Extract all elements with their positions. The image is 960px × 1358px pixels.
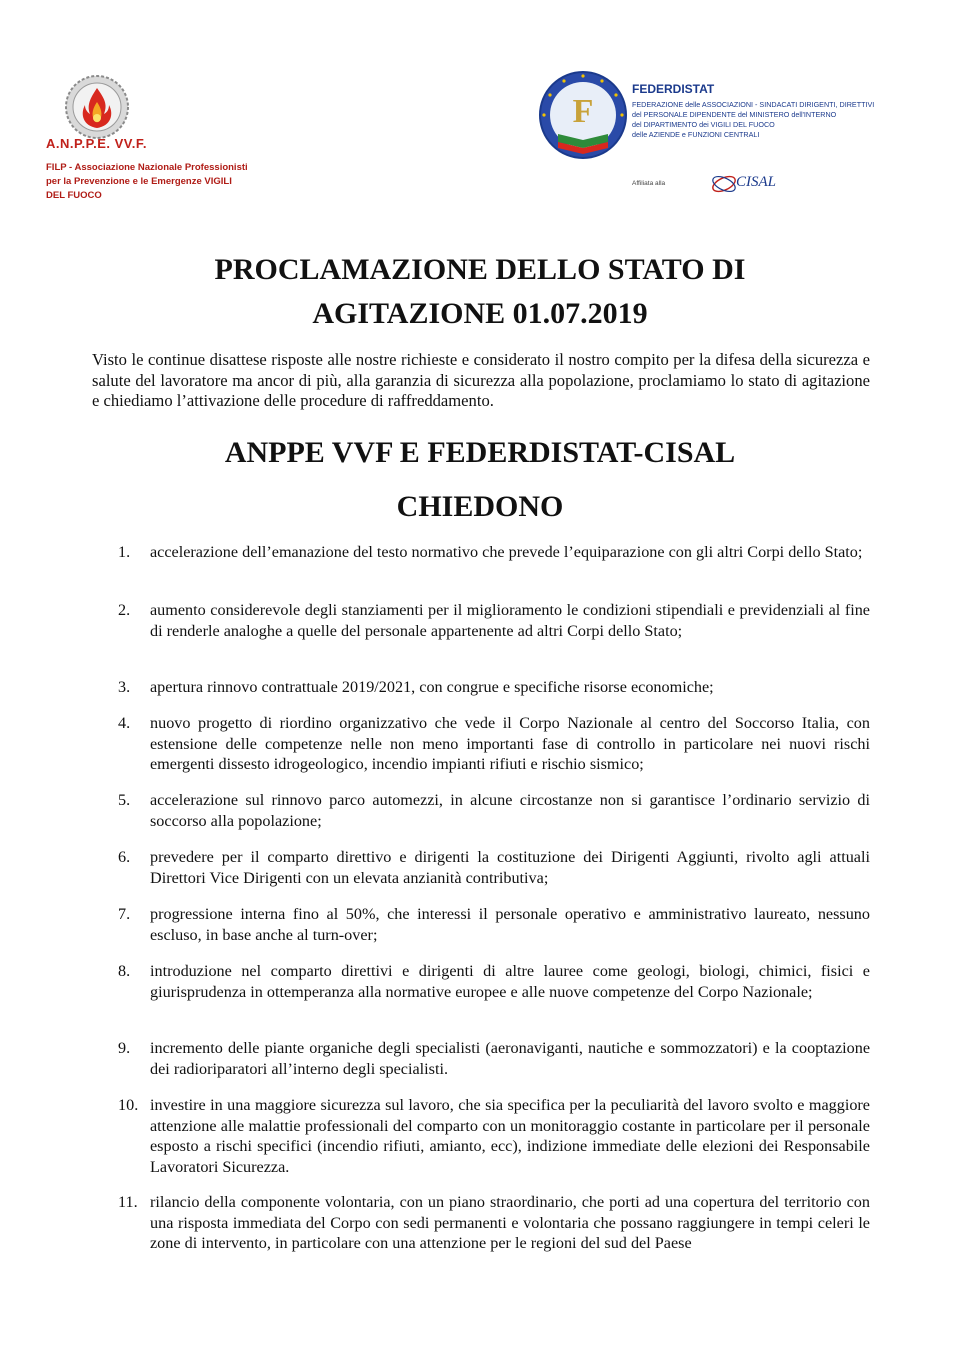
anppe-description-line: FILP - Associazione Nazionale Professionisti bbox=[46, 162, 248, 173]
anppe-description-line: DEL FUOCO bbox=[46, 190, 102, 201]
list-item-text: apertura rinnovo contrattuale 2019/2021, con congrue e specifiche risorse economiche; bbox=[150, 678, 714, 696]
list-item-text: rilancio della componente volontaria, con un piano straordinario, che porti ad una copertura del territorio con una risposta immediata del Corpo con sedi permanenti e volontaria che possano raggiungere in tempi celeri le zone di intervento, in particolare con una attenzione per le regioni del sud del Paese bbox=[150, 1193, 870, 1252]
list-item-text: progressione interna fino al 50%, che interessi il personale operativo e amministrativo laureato, nessuno escluso, in base anche al turn-over; bbox=[150, 905, 870, 944]
svg-text:F: F bbox=[572, 93, 594, 130]
list-item-number: 7. bbox=[118, 905, 131, 923]
list-item bbox=[118, 1038, 870, 1079]
list-item-text: accelerazione dell’emanazione del testo normativo che prevede l’equiparazione con gli altri Corpi dello Stato; bbox=[150, 543, 863, 561]
intro-paragraph: Visto le continue disattese risposte alle nostre richieste e considerato il nostro compito per la difesa della sicurezza e salute del lavoratore ma ancor di più, alla garanzia di sicurezza alla popolazione, proclamiamo lo stato di agitazione e chiediamo l’attivazione delle procedure di raffreddamento. bbox=[92, 350, 870, 410]
list-item bbox=[118, 961, 870, 1002]
document-title-line1: PROCLAMAZIONE DELLO STATO DI bbox=[214, 253, 746, 286]
federdistat-description-line: del DIPARTIMENTO dei VIGILI DEL FUOCO bbox=[632, 120, 775, 129]
federdistat-description-line: delle AZIENDE e FUNZIONI CENTRALI bbox=[632, 130, 760, 139]
list-item bbox=[118, 542, 870, 563]
affiliation-label: Affiliata alla bbox=[632, 180, 666, 187]
section-heading-chiedono: CHIEDONO bbox=[396, 490, 564, 523]
list-item-number: 11. bbox=[118, 1193, 138, 1211]
list-item-text: introduzione nel comparto direttivi e dirigenti di altre lauree come geologi, biologi, chimici, fisici e giurisprudenza in ottemperanza alla normative europee e alle nuove competenze del Corpo Nazionale; bbox=[150, 962, 870, 1001]
list-item-number: 2. bbox=[118, 601, 131, 619]
anppe-firefighter-emblem-icon bbox=[64, 74, 130, 140]
list-item-text: prevedere per il comparto direttivo e dirigenti la costituzione dei Dirigenti Aggiunti, rivolto agli attuali Direttori Vice Dirigenti con un elevata anzianità contributiva; bbox=[150, 848, 870, 887]
list-item bbox=[118, 904, 870, 945]
list-item bbox=[118, 790, 870, 831]
federdistat-description-line: FEDERAZIONE delle ASSOCIAZIONI - SINDACATI DIRIGENTI, DIRETTIVI bbox=[632, 100, 875, 109]
list-item-number: 9. bbox=[118, 1039, 131, 1057]
list-item bbox=[118, 677, 870, 698]
list-item-text: nuovo progetto di riordino organizzativo che vede il Corpo Nazionale al centro del Soccorso Italia, con estensione delle competenze nelle non meno importanti fase di controllo in particolare nei nuovi rischi emergenti dissesto idrogeologico, incendio impianti rifiuti e rischio sismico; bbox=[150, 714, 870, 773]
federdistat-description-line: del PERSONALE DIPENDENTE del MINISTERO dell'INTERNO bbox=[632, 110, 837, 119]
list-item-number: 4. bbox=[118, 714, 131, 732]
federdistat-logo-block bbox=[538, 70, 878, 210]
list-item-number: 5. bbox=[118, 791, 131, 809]
federdistat-name: FEDERDISTAT bbox=[632, 82, 715, 96]
list-item-text: aumento considerevole degli stanziamenti per il miglioramento le condizioni stipendiali e previdenziali al fine di renderle analoghe a quelle del personale appartenente ad altri Corpi dello Stato; bbox=[150, 601, 870, 640]
anppe-description-line: per la Prevenzione e le Emergenze VIGILI bbox=[46, 176, 232, 187]
list-item bbox=[118, 600, 870, 641]
section-heading-organizations: ANPPE VVF E FEDERDISTAT-CISAL bbox=[224, 436, 736, 469]
document-title-line2: AGITAZIONE 01.07.2019 bbox=[312, 297, 648, 330]
list-item-text: incremento delle piante organiche degli specialisti (aeronaviganti, nautiche e sommozzatori) e la cooptazione dei radioriparatori all’interno degli specialisti. bbox=[150, 1039, 870, 1078]
list-item-number: 3. bbox=[118, 678, 131, 696]
list-item-number: 8. bbox=[118, 962, 131, 980]
list-item bbox=[118, 713, 870, 775]
list-item-number: 10. bbox=[118, 1096, 139, 1114]
list-item-number: 6. bbox=[118, 848, 131, 866]
anppe-name: A.N.P.P.E. VV.F. bbox=[46, 136, 147, 151]
list-item bbox=[118, 1192, 870, 1254]
federdistat-emblem-icon bbox=[538, 70, 628, 160]
list-item-text: accelerazione sul rinnovo parco automezzi, in alcune circostanze non si garantisce l’ordinario servizio di soccorso alla popolazione; bbox=[150, 791, 870, 830]
list-item-text: investire in una maggiore sicurezza sul lavoro, che sia specifica per la peculiarità del lavoro svolto e maggiore attenzione alle malattie professionali del comparto con un monitoraggio costante in particolare per il personale esposto a rischi specifici (incendio rifiuti, amianto, ecc), indizione immediate delle elezioni dei Responsabile Lavoratori Sicurezza. bbox=[150, 1096, 870, 1176]
list-item bbox=[118, 847, 870, 888]
list-item bbox=[118, 1095, 870, 1177]
list-item-number: 1. bbox=[118, 543, 131, 561]
cisal-logo: CISAL bbox=[736, 174, 777, 190]
